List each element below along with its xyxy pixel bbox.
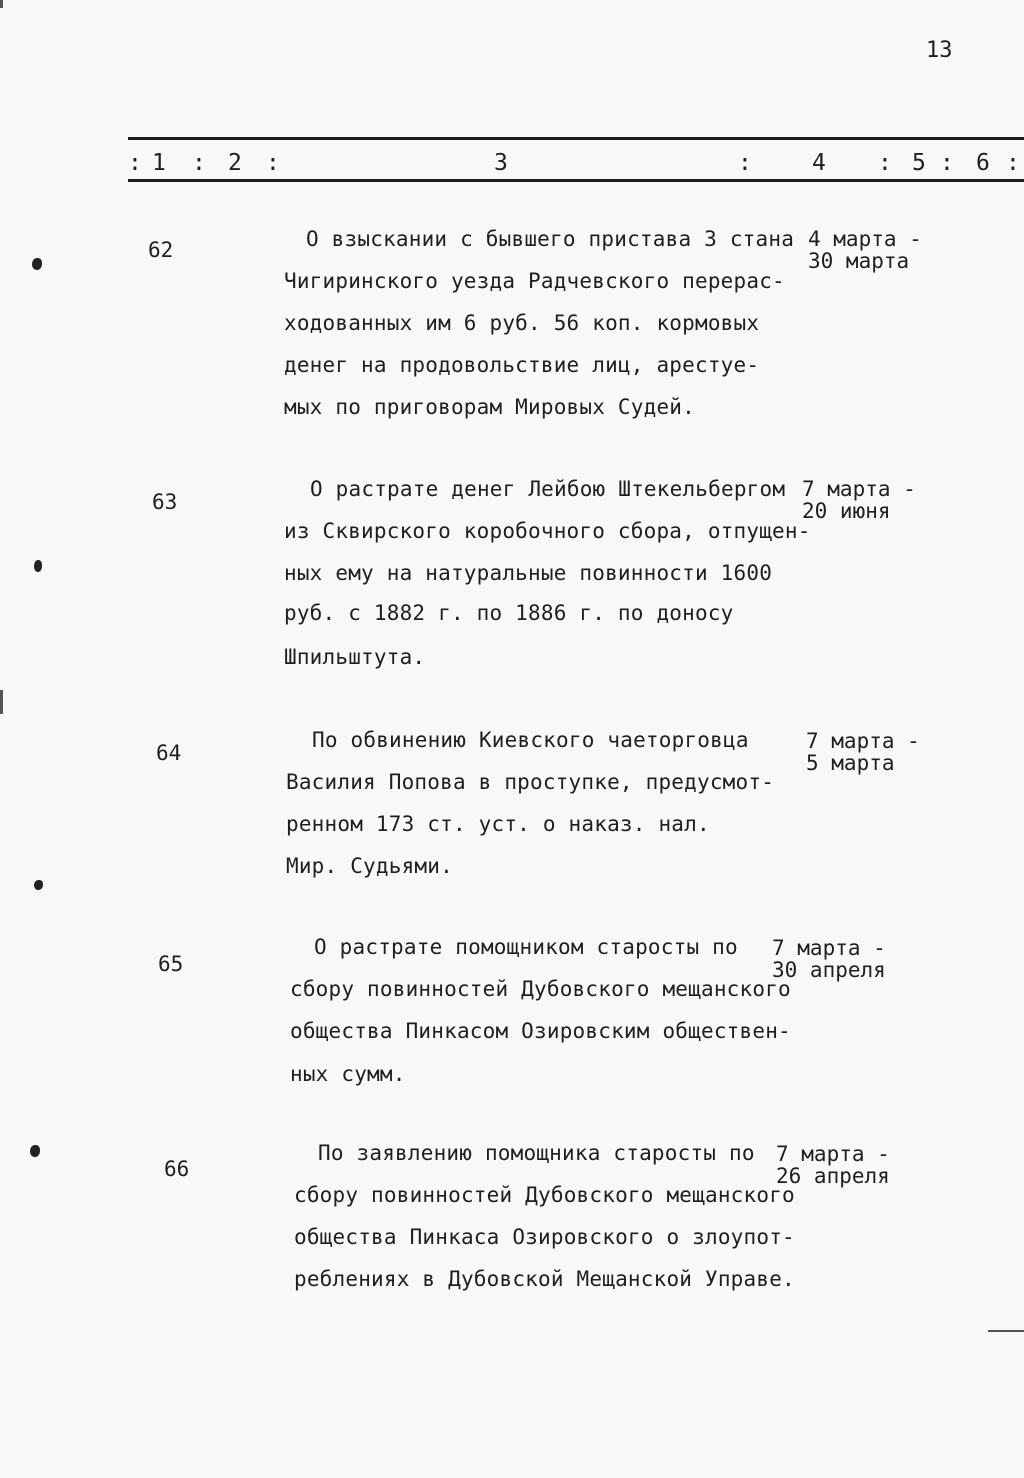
entry-text-line: По обвинению Киевского чаеторговца xyxy=(312,728,749,752)
entry-number: 65 xyxy=(158,952,184,976)
entry-text-line: О растрате денег Лейбою Штекельбергом xyxy=(310,477,786,501)
header-col-2: 2 xyxy=(228,150,242,176)
entry-text-line: ных ему на натуральные повинности 1600 xyxy=(284,561,773,585)
header-col-5: 5 xyxy=(912,150,926,176)
punch-hole-mark xyxy=(30,1145,40,1157)
header-separator: : xyxy=(266,150,280,176)
entry-text-line: ных сумм. xyxy=(290,1062,406,1086)
entry-date-end: 30 апреля xyxy=(772,958,886,982)
entry-number: 63 xyxy=(152,490,178,514)
entry-number: 64 xyxy=(156,741,182,765)
entry-text-line: Шпильштута. xyxy=(284,645,426,669)
header-col-6: 6 xyxy=(976,150,990,176)
scan-edge-mark xyxy=(988,1330,1024,1332)
entry-date-start: 7 марта - xyxy=(802,477,916,501)
scan-edge-mark xyxy=(0,0,3,8)
header-bottom-rule xyxy=(128,179,1024,182)
entry-date-start: 7 марта - xyxy=(776,1142,890,1166)
header-separator: : xyxy=(128,150,142,176)
entry-date-end: 5 марта xyxy=(806,751,895,775)
scan-edge-mark xyxy=(0,690,3,714)
entry-date-end: 30 марта xyxy=(808,249,910,273)
entry-text-line: денег на продовольствие лиц, арестуе- xyxy=(284,353,760,377)
entry-text-line: Чигиринского уезда Радчевского перерас- xyxy=(284,269,785,293)
entry-number: 62 xyxy=(148,238,174,262)
entry-text-line: Мир. Судьями. xyxy=(286,854,453,878)
entry-text-line: сбору повинностей Дубовского мещанского xyxy=(294,1183,795,1207)
header-separator: : xyxy=(940,150,954,176)
header-col-1: 1 xyxy=(152,150,166,176)
entry-date-end: 26 апреля xyxy=(776,1164,890,1188)
entry-text-line: мых по приговорам Мировых Судей. xyxy=(284,395,695,419)
entry-text-line: Василия Попова в проступке, предусмот- xyxy=(286,770,775,794)
entry-text-line: О растрате помощником старосты по xyxy=(314,935,738,959)
entry-text-line: общества Пинкаса Озировского о злоупот- xyxy=(294,1225,795,1249)
entry-text-line: реблениях в Дубовской Мещанской Управе. xyxy=(294,1267,795,1291)
header-col-3: 3 xyxy=(494,150,508,176)
header-separator: : xyxy=(1006,150,1020,176)
entry-text-line: ренном 173 ст. уст. о наказ. нал. xyxy=(286,812,710,836)
entry-text-line: ходованных им 6 руб. 56 коп. кормовых xyxy=(284,311,760,335)
page-number: 13 xyxy=(926,38,953,63)
entry-date-start: 4 марта - xyxy=(808,227,922,251)
entry-date-start: 7 марта - xyxy=(772,936,886,960)
entry-text-line: общества Пинкасом Озировским обществен- xyxy=(290,1019,791,1043)
entry-text-line: руб. с 1882 г. по 1886 г. по доносу xyxy=(284,601,734,625)
punch-hole-mark xyxy=(34,560,42,572)
header-separator: : xyxy=(192,150,206,176)
entry-date-end: 20 июня xyxy=(802,499,891,523)
entry-date-start: 7 марта - xyxy=(806,729,920,753)
header-separator: : xyxy=(738,150,752,176)
entry-number: 66 xyxy=(164,1157,190,1181)
entry-text-line: О взыскании с бывшего пристава 3 стана xyxy=(306,227,795,251)
header-top-rule xyxy=(128,137,1024,140)
header-separator: : xyxy=(878,150,892,176)
entry-text-line: из Сквирского коробочного сбора, отпущен- xyxy=(284,519,811,543)
entry-text-line: сбору повинностей Дубовского мещанского xyxy=(290,977,791,1001)
punch-hole-mark xyxy=(32,258,42,270)
header-col-4: 4 xyxy=(812,150,826,176)
entry-text-line: По заявлению помощника старосты по xyxy=(318,1141,755,1165)
punch-hole-mark xyxy=(34,880,43,890)
